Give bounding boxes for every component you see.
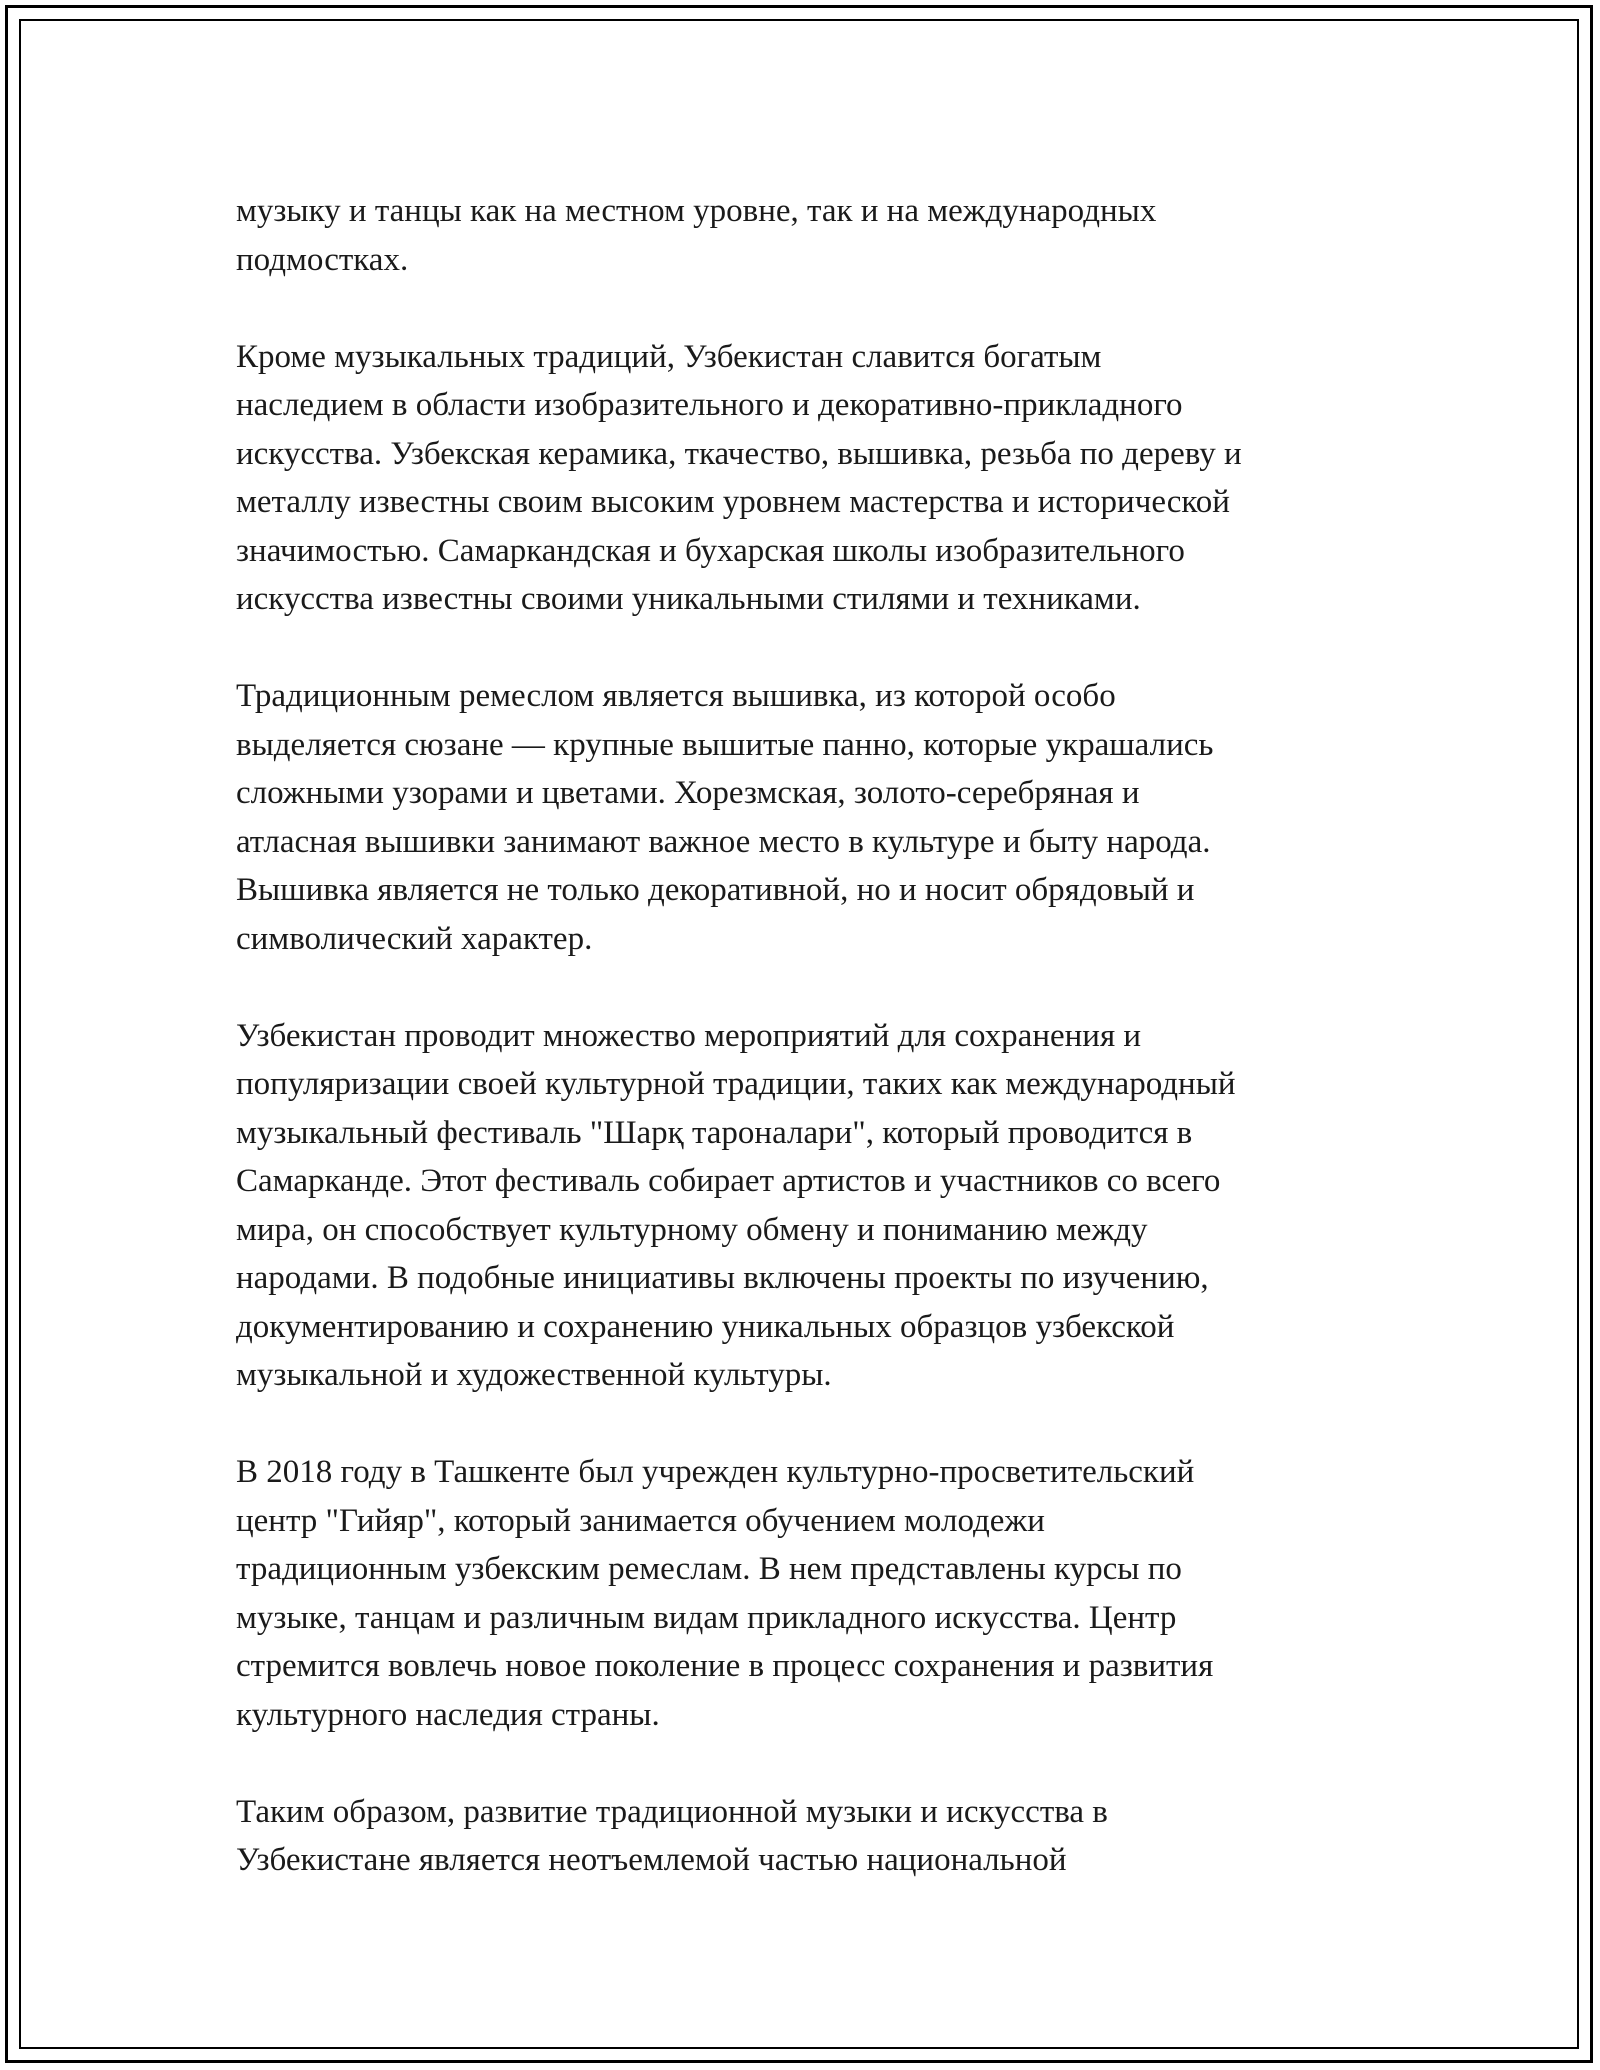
document-body <box>236 187 1386 1885</box>
text-line: мира, он способствует культурному обмену и пониманию между <box>236 1211 1148 1248</box>
text-line: В 2018 году в Ташкенте был учрежден культурно-просветительский <box>236 1454 1195 1490</box>
paragraph <box>236 1012 1386 1400</box>
text-line: культурного наследия страны. <box>236 1696 660 1733</box>
paragraph <box>236 333 1386 624</box>
text-line: документированию и сохранению уникальных образцов узбекской <box>236 1308 1175 1345</box>
text-line: выделяется сюзане — крупные вышитые панно, которые украшались <box>236 726 1214 763</box>
text-line: значимостью. Самаркандская и бухарская школы изобразительного <box>236 532 1185 569</box>
text-line: музыку и танцы как на местном уровне, так и на международных <box>236 193 1157 229</box>
text-line: музыкальной и художественной культуры. <box>236 1357 832 1393</box>
paragraph <box>236 672 1386 963</box>
text-line: Вышивка является не только декоративной, но и носит обрядовый и <box>236 872 1195 908</box>
paragraph <box>236 1788 1386 1885</box>
text-line: подмостках. <box>236 241 409 278</box>
paragraph <box>236 1448 1386 1739</box>
paragraph <box>236 187 1386 284</box>
text-line: музыкальный фестиваль "Шарқ тароналари", который проводится в <box>236 1114 1193 1151</box>
text-line: искусства. Узбекская керамика, ткачество, вышивка, резьба по дереву и <box>236 435 1242 472</box>
text-line: сложными узорами и цветами. Хорезмская, золото-серебряная и <box>236 775 1140 811</box>
text-line: музыке, танцам и различным видам прикладного искусства. Центр <box>236 1599 1177 1636</box>
text-line: Таким образом, развитие традиционной музыки и искусства в <box>236 1793 1108 1830</box>
text-line: Кроме музыкальных традиций, Узбекистан славится богатым <box>236 338 1102 375</box>
text-line: Традиционным ремеслом является вышивка, из которой особо <box>236 678 1116 714</box>
text-line: центр "Гийяр", который занимается обучением молодежи <box>236 1502 1045 1539</box>
text-line: металлу известны своим высоким уровнем мастерства и исторической <box>236 484 1230 520</box>
text-line: наследием в области изобразительного и декоративно-прикладного <box>236 387 1183 423</box>
text-line: символический характер. <box>236 920 593 957</box>
text-line: Узбекистан проводит множество мероприятий для сохранения и <box>236 1017 1142 1054</box>
text-line: Самарканде. Этот фестиваль собирает артистов и участников со всего <box>236 1163 1221 1199</box>
text-line: атласная вышивки занимают важное место в культуре и быту народа. <box>236 823 1211 860</box>
text-line: искусства известны своими уникальными стилями и техниками. <box>236 581 1141 617</box>
text-line: народами. В подобные инициативы включены проекты по изучению, <box>236 1260 1209 1296</box>
text-line: традиционным узбекским ремеслам. В нем представлены курсы по <box>236 1551 1182 1587</box>
text-line: популяризации своей культурной традиции, таких как международный <box>236 1066 1236 1102</box>
text-line: стремится вовлечь новое поколение в процесс сохранения и развития <box>236 1648 1214 1684</box>
text-line: Узбекистане является неотъемлемой частью национальной <box>236 1842 1067 1878</box>
